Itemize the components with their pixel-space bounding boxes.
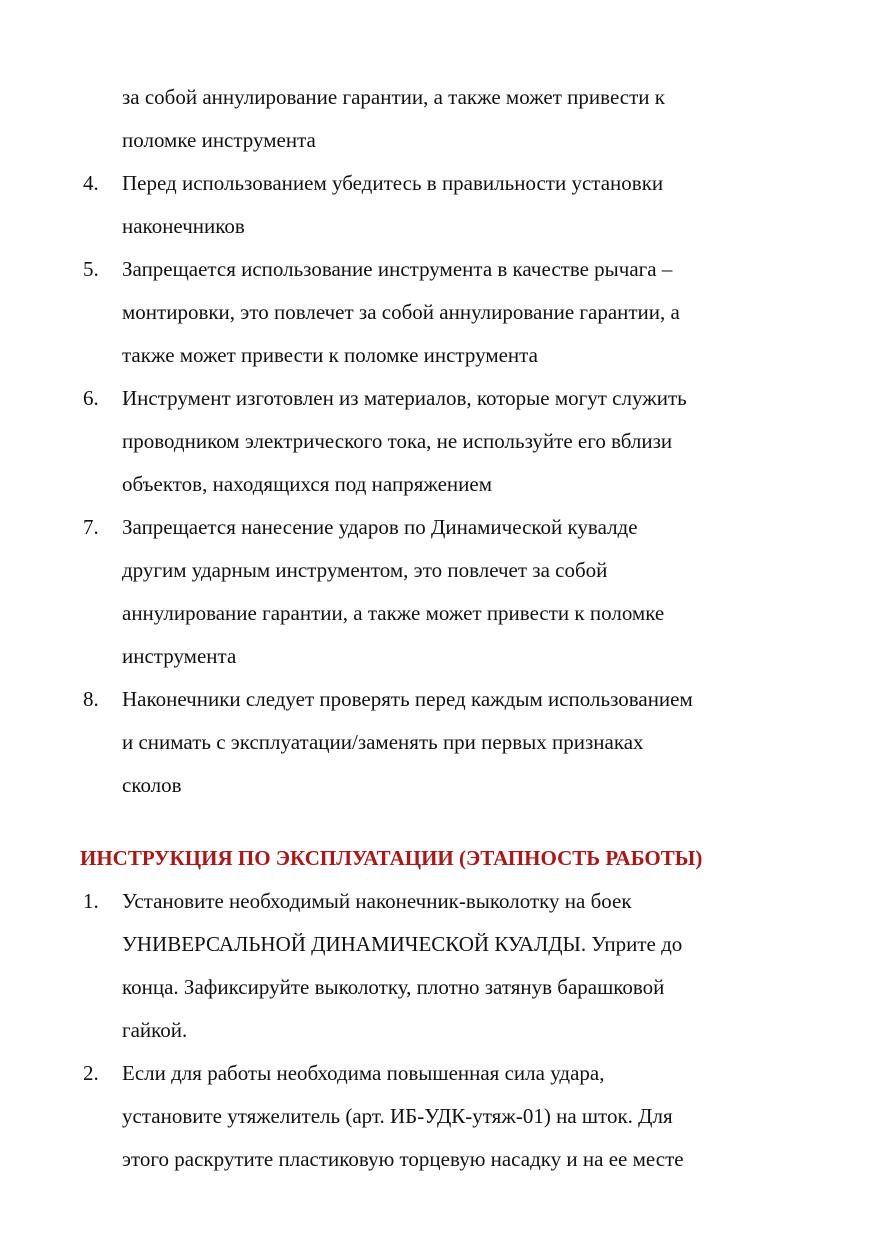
instruction-step-1 xyxy=(80,880,830,1052)
section-heading: ИНСТРУКЦИЯ ПО ЭКСПЛУАТАЦИИ (ЭТАПНОСТЬ РАБОТЫ) xyxy=(80,846,703,870)
list-item-text: Перед использованием убедитесь в правильности установки наконечников xyxy=(122,171,664,238)
list-number: 8. xyxy=(83,687,99,711)
list-item-text: Установите необходимый наконечник-выколотку на боек УНИВЕРСАЛЬНОЙ ДИНАМИЧЕСКОЙ КУАЛДЫ. Уприте до конца. Зафиксируйте выколотку, плотно затянув барашковой гайкой. xyxy=(122,889,683,1042)
safety-item-5 xyxy=(80,248,830,377)
safety-item-6 xyxy=(80,377,830,506)
list-number: 1. xyxy=(83,889,99,913)
instruction-step-2 xyxy=(80,1052,830,1181)
list-item-text: Запрещается нанесение ударов по Динамической кувалде другим ударным инструментом, это повлечет за собой аннулирование гарантии, а также может привести к поломке инструмента xyxy=(122,515,665,668)
list-item-text: Инструмент изготовлен из материалов, которые могут служить проводником электрического тока, не используйте его вблизи объектов, находящихся под напряжением xyxy=(122,386,687,496)
document-content xyxy=(80,76,830,1181)
safety-item-7 xyxy=(80,506,830,678)
list-number: 5. xyxy=(83,257,99,281)
list-number: 2. xyxy=(83,1061,99,1085)
list-number: 4. xyxy=(83,171,99,195)
list-number: 6. xyxy=(83,386,99,410)
safety-item-8 xyxy=(80,678,830,807)
safety-item-continuation: за собой аннулирование гарантии, а также может привести к поломке инструмента xyxy=(122,85,665,152)
list-item-text: Если для работы необходима повышенная сила удара, установите утяжелитель (арт. ИБ-УДК-утяж-01) на шток. Для этого раскрутите пластиковую торцевую насадку и на ее месте xyxy=(122,1061,684,1171)
safety-item-4 xyxy=(80,162,830,248)
list-item-text: Запрещается использование инструмента в качестве рычага – монтировки, это повлечет за собой аннулирование гарантии, а также может привести к поломке инструмента xyxy=(122,257,680,367)
list-item-text: Наконечники следует проверять перед каждым использованием и снимать с эксплуатации/заменять при первых признаках сколов xyxy=(122,687,693,797)
list-number: 7. xyxy=(83,515,99,539)
